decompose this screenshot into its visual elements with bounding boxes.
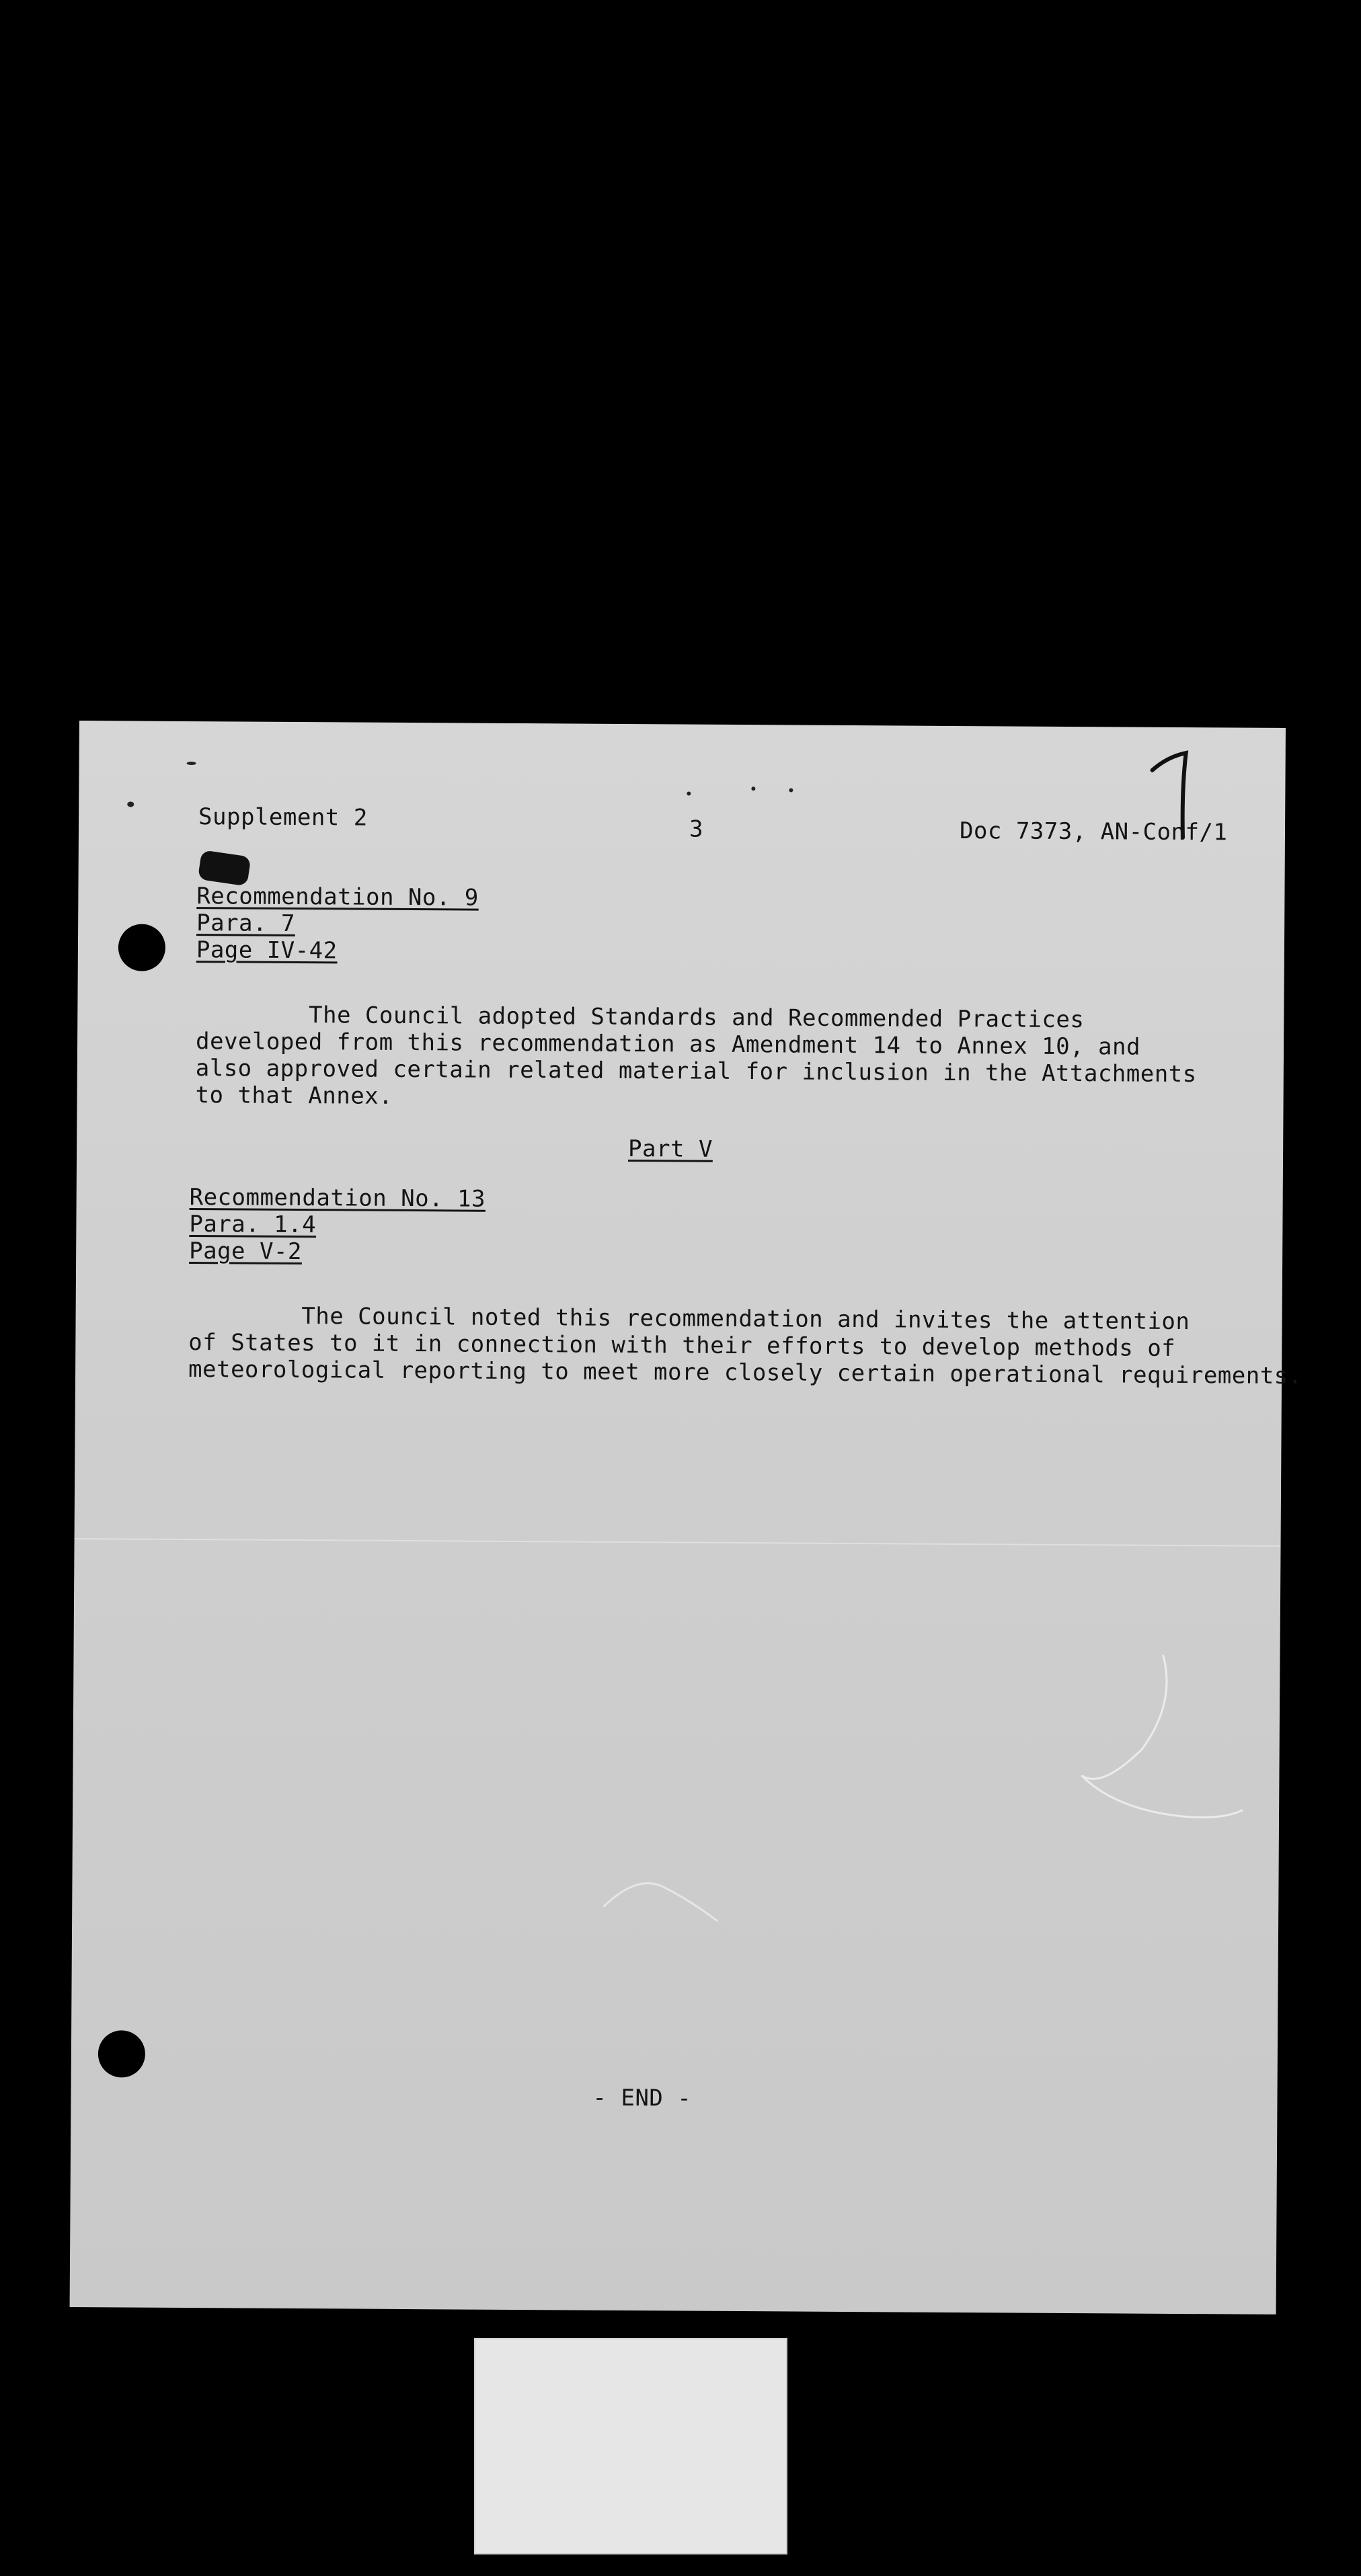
punch-hole-bottom (98, 2030, 145, 2077)
section1-paragraph-line1: The Council adopted Standards and Recommended Practices (196, 1001, 1085, 1034)
speck (751, 787, 755, 791)
section1-para-ref: Para. 7 (196, 910, 296, 937)
section1-paragraph-line2: developed from this recommendation as Amendment 14 to Annex 10, and (195, 1028, 1141, 1061)
speck (789, 788, 793, 792)
section1-paragraph-line3: also approved certain related material for inclusion in the Attachments (195, 1055, 1197, 1088)
speck (687, 792, 691, 796)
speck (127, 801, 134, 807)
blank-paper-slip (474, 2338, 787, 2554)
fold-line (75, 1538, 1281, 1547)
end-marker: - END - (592, 2084, 692, 2112)
section2-para-ref: Para. 1.4 (189, 1211, 317, 1239)
section2-paragraph-line1: The Council noted this recommendation and invites the attention (188, 1302, 1190, 1336)
ink-blot (198, 850, 251, 886)
paper-scratch (596, 1867, 732, 1928)
paper-scratch (1061, 1648, 1251, 1851)
document-page (70, 721, 1302, 2315)
header-doc-ref: Doc 7373, AN-Conf/1 (959, 817, 1228, 846)
section2-recommendation-ref: Recommendation No. 13 (189, 1184, 486, 1213)
part-heading: Part V (628, 1135, 713, 1163)
header-page-number: 3 (689, 815, 704, 843)
section1-paragraph-line4: to that Annex. (195, 1082, 393, 1110)
section2-page-ref: Page V-2 (189, 1238, 303, 1266)
speck (187, 762, 196, 765)
section1-recommendation-ref: Recommendation No. 9 (196, 883, 479, 912)
header-left: Supplement 2 (198, 803, 368, 832)
section1-page-ref: Page IV-42 (196, 936, 338, 965)
punch-hole-top (118, 924, 165, 971)
section2-paragraph-line3: meteorological reporting to meet more closely certain operational requirements. (188, 1356, 1302, 1390)
section2-paragraph-line2: of States to it in connection with their efforts to develop methods of (188, 1329, 1176, 1362)
